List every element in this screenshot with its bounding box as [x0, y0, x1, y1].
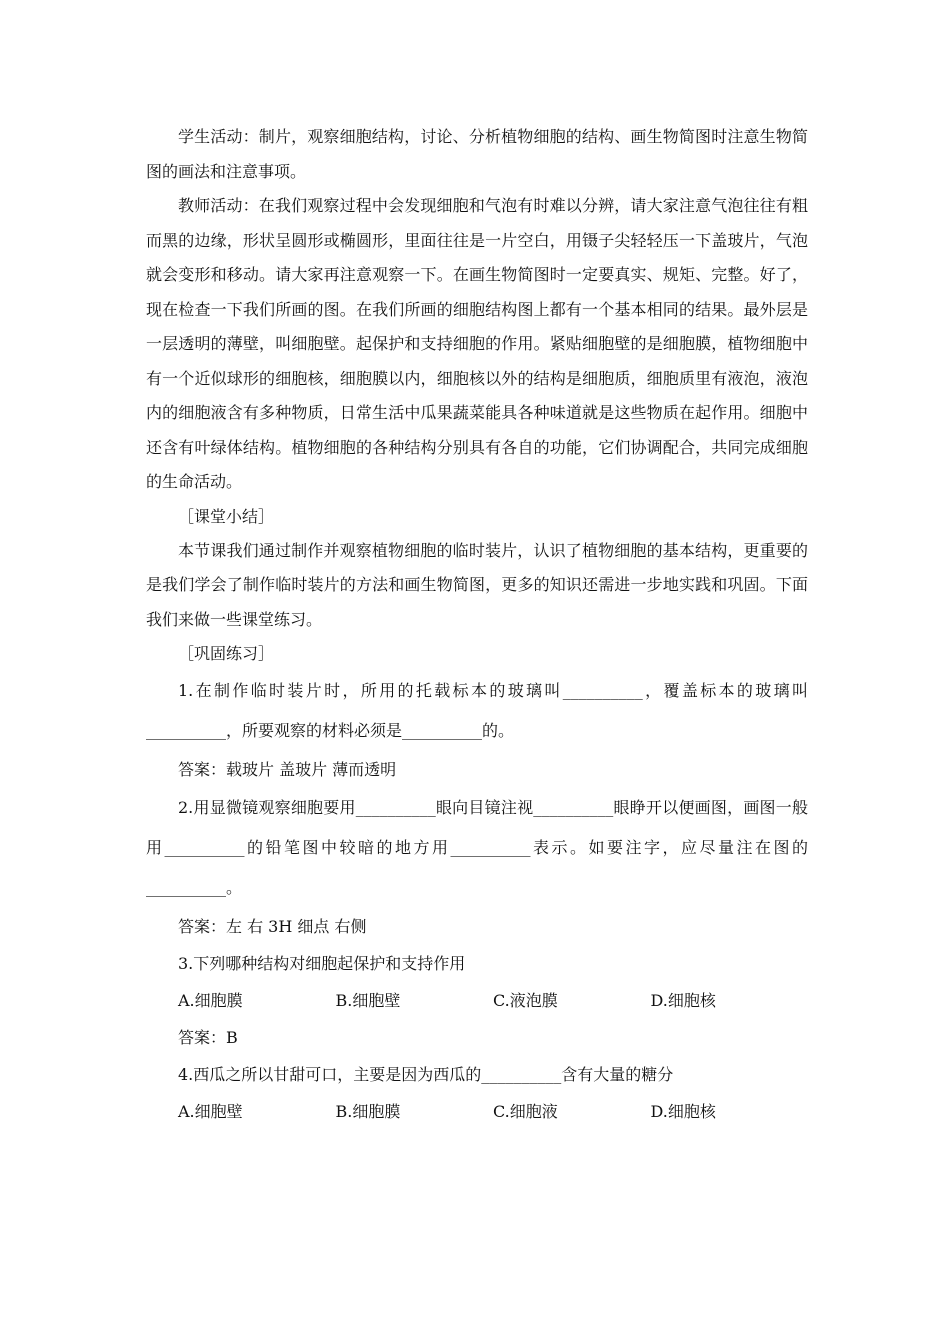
q3-option-c: C.液泡膜 [493, 991, 558, 1010]
student-activity-paragraph: 学生活动：制片，观察细胞结构，讨论、分析植物细胞的结构、画生物简图时注意生物简图的画法和注意事项。 [146, 127, 808, 181]
question-2: 2.用显微镜观察细胞要用__________眼向目镜注视__________眼睁开以便画图，画图一般用__________的铅笔图中较暗的地方用__________表示。如要注字，应尽量注在图的__________。 [146, 798, 808, 897]
question-1: 1.在制作临时装片时，所用的托载标本的玻璃叫__________，覆盖标本的玻璃叫__________，所要观察的材料必须是__________的。 [146, 681, 808, 740]
exercise-heading: ［巩固练习］ [178, 644, 275, 663]
summary-heading: ［课堂小结］ [178, 506, 275, 526]
answer-2: 答案：左 右 3H 细点 右侧 [178, 917, 367, 936]
question-3: 3.下列哪种结构对细胞起保护和支持作用 [178, 954, 466, 973]
summary-paragraph: 本节课我们通过制作并观察植物细胞的临时装片，认识了植物细胞的基本结构，更重要的是我们学会了制作临时装片的方法和画生物简图，更多的知识还需进一步地实践和巩固。下面我们来做一些课堂练习。 [146, 540, 808, 629]
q4-option-d: D.细胞核 [650, 1102, 716, 1121]
q4-option-c: C.细胞液 [493, 1102, 558, 1121]
question-3-options [146, 982, 808, 1019]
answer-3: 答案：B [178, 1028, 238, 1047]
question-4-options [146, 1093, 808, 1130]
document-body [146, 120, 808, 1130]
teacher-activity-paragraph: 教师活动：在我们观察过程中会发现细胞和气泡有时难以分辨，请大家注意气泡往往有粗而黑的边缘，形状呈圆形或椭圆形，里面往往是一片空白，用镊子尖轻轻压一下盖玻片，气泡就会变形和移动。请大家再注意观察一下。在画生物简图时一定要真实、规矩、完整。好了，现在检查一下我们所画的图。在我们所画的细胞结构图上都有一个基本相同的结果。最外层是一层透明的薄壁，叫细胞壁。起保护和支持细胞的作用。紧贴细胞壁的是细胞膜，植物细胞中有一个近似球形的细胞核，细胞膜以内，细胞核以外的结构是细胞质，细胞质里有液泡，液泡内的细胞液含有多种物质，日常生活中瓜果蔬菜能具各种味道就是这些物质在起作用。细胞中还含有叶绿体结构。植物细胞的各种结构分别具有各自的功能，它们协调配合，共同完成细胞的生命活动。 [146, 196, 808, 491]
answer-1: 答案：载玻片 盖玻片 薄而透明 [178, 760, 397, 779]
q3-option-d: D.细胞核 [650, 991, 716, 1010]
q4-option-a: A.细胞壁 [178, 1102, 243, 1121]
question-4: 4.西瓜之所以甘甜可口，主要是因为西瓜的__________含有大量的糖分 [178, 1065, 674, 1084]
q4-option-b: B.细胞膜 [335, 1102, 401, 1121]
q3-option-a: A.细胞膜 [178, 991, 243, 1010]
q3-option-b: B.细胞壁 [335, 991, 401, 1010]
